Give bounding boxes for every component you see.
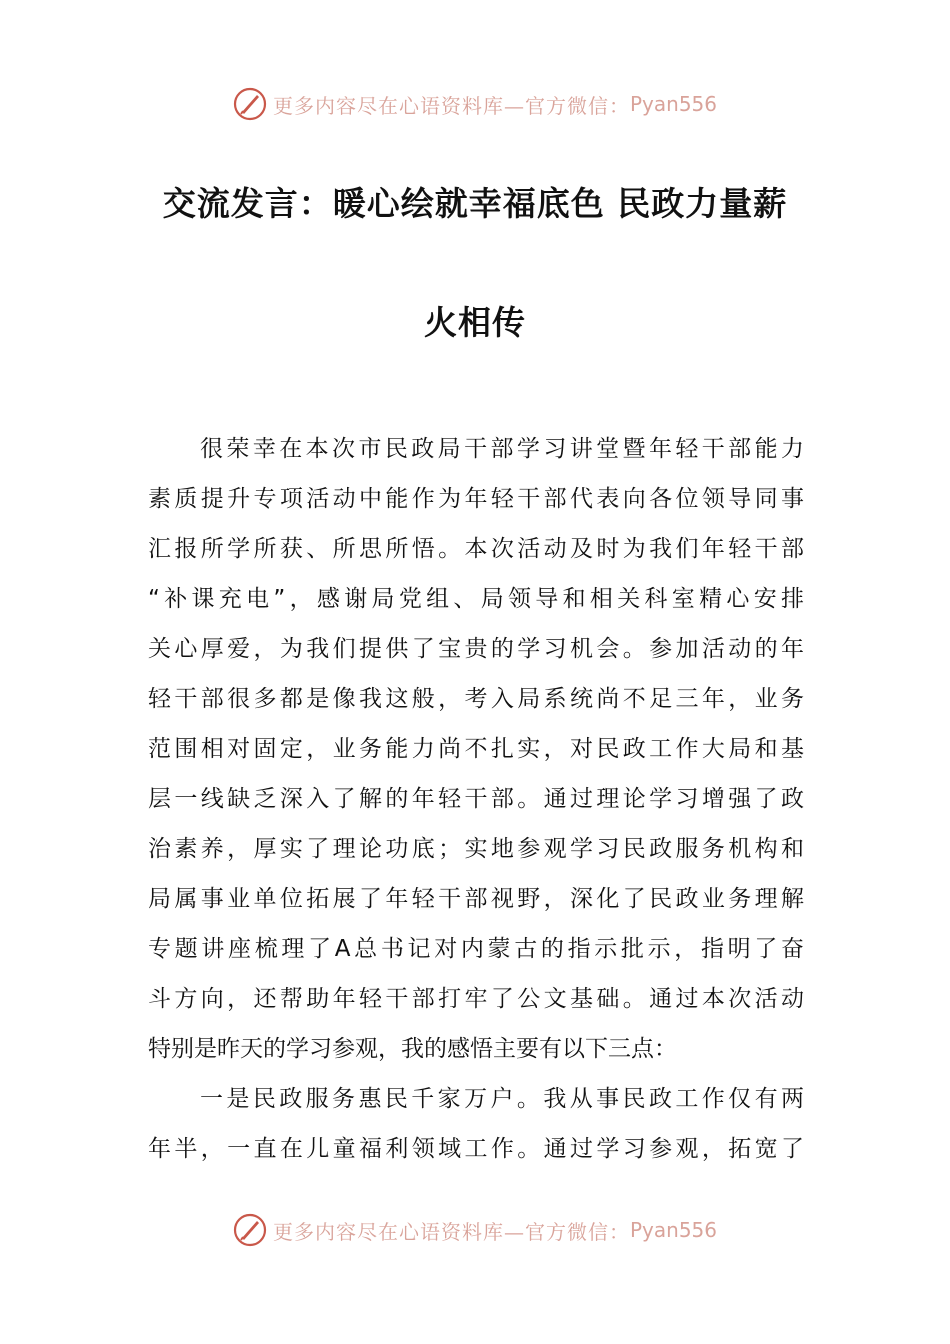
- watermark-wechat-id: Pyan556: [629, 92, 717, 116]
- document-title-line-1: 交流发言：暖心绘就幸福底色 民政力量薪: [162, 184, 788, 223]
- text-line: 关心厚爱，为我们提供了宝贵的学习机会。参加活动的年: [148, 636, 804, 662]
- text-line: 汇报所学所获、所思所悟。本次活动及时为我们年轻干部: [148, 536, 804, 562]
- text-line: 很荣幸在本次市民政局干部学习讲堂暨年轻干部能力: [200, 436, 804, 462]
- text-line: 一是民政服务惠民千家万户。我从事民政工作仅有两: [200, 1086, 804, 1112]
- quill-logo-icon: [233, 87, 267, 121]
- text-line: 范围相对固定，业务能力尚不扎实，对民政工作大局和基: [148, 736, 804, 762]
- text-line: 专题讲座梳理了A总书记对内蒙古的指示批示，指明了奋: [148, 936, 804, 962]
- text-line: 轻干部很多都是像我这般，考入局系统尚不足三年，业务: [148, 686, 804, 712]
- text-line: 素质提升专项活动中能作为年轻干部代表向各位领导同事: [148, 486, 804, 512]
- watermark-text: 更多内容尽在心语资料库—官方微信：: [272, 1219, 630, 1244]
- text-line: 年半，一直在儿童福利领域工作。通过学习参观，拓宽了: [148, 1136, 804, 1162]
- body-paragraph-1: [148, 424, 804, 1074]
- text-line: “补课充电”，感谢局党组、局领导和相关科室精心安排: [148, 586, 804, 612]
- watermark-top: [0, 84, 950, 124]
- quill-logo-icon: [233, 1213, 267, 1247]
- text-line: 治素养，厚实了理论功底；实地参观学习民政服务机构和: [148, 836, 804, 862]
- document-title-line-2: 火相传: [424, 303, 526, 342]
- text-line: 特别是昨天的学习参观，我的感悟主要有以下三点：: [148, 1036, 677, 1062]
- text-line: 层一线缺乏深入了解的年轻干部。通过理论学习增强了政: [148, 786, 804, 812]
- watermark-text: 更多内容尽在心语资料库—官方微信：: [272, 93, 630, 118]
- watermark-bottom: [0, 1210, 950, 1250]
- body-paragraph-2: [148, 1074, 804, 1174]
- watermark-wechat-id: Pyan556: [629, 1218, 717, 1242]
- text-line: 局属事业单位拓展了年轻干部视野，深化了民政业务理解: [148, 886, 804, 912]
- text-line: 斗方向，还帮助年轻干部打牢了公文基础。通过本次活动: [148, 986, 804, 1012]
